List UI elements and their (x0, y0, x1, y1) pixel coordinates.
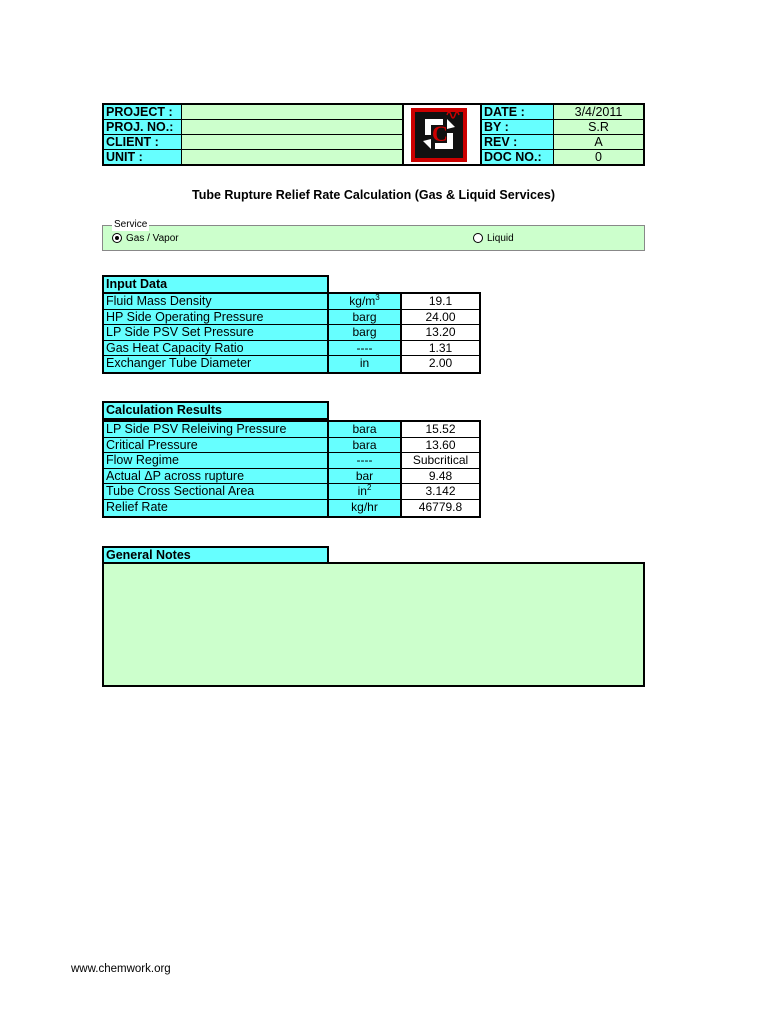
table-row (104, 356, 479, 372)
result-name: Relief Rate (104, 500, 329, 516)
date-label: DATE : (482, 105, 554, 120)
param-unit: barg (329, 310, 402, 326)
result-unit: kg/hr (329, 500, 402, 516)
result-unit: ---- (329, 453, 402, 469)
result-unit: bara (329, 422, 402, 438)
header-block (102, 103, 645, 166)
general-notes-textarea[interactable] (102, 562, 645, 687)
result-value: 3.142 (402, 484, 479, 500)
proj-no-label: PROJ. NO.: (104, 120, 182, 135)
result-name: Tube Cross Sectional Area (104, 484, 329, 500)
client-field[interactable] (182, 135, 404, 150)
calculation-results-heading: Calculation Results (102, 401, 329, 420)
result-unit: bara (329, 438, 402, 454)
table-row (104, 453, 479, 469)
result-value: 46779.8 (402, 500, 479, 516)
result-name: LP Side PSV Releiving Pressure (104, 422, 329, 438)
unit-field[interactable] (182, 150, 404, 164)
table-row (104, 341, 479, 357)
unit-label: UNIT : (104, 150, 182, 164)
param-name: HP Side Operating Pressure (104, 310, 329, 326)
doc-no-label: DOC NO.: (482, 150, 554, 164)
param-unit: barg (329, 325, 402, 341)
service-legend: Service (114, 219, 148, 230)
chemwork-logo-icon (405, 105, 479, 164)
table-row (104, 484, 479, 500)
param-unit: $kg/m^3$ (329, 294, 402, 310)
proj-no-field[interactable] (182, 120, 404, 135)
rev-field[interactable]: A (554, 135, 643, 150)
table-row (104, 325, 479, 341)
result-value: 15.52 (402, 422, 479, 438)
result-value: 9.48 (402, 469, 479, 485)
calculation-results-table (102, 420, 481, 518)
svg-text:C: C (432, 121, 448, 146)
general-notes-heading: General Notes (102, 546, 329, 564)
input-data-heading: Input Data (102, 275, 329, 294)
param-value-input[interactable]: 2.00 (402, 356, 479, 372)
param-value-input[interactable]: 13.20 (402, 325, 479, 341)
param-name: LP Side PSV Set Pressure (104, 325, 329, 341)
param-value-input[interactable]: 1.31 (402, 341, 479, 357)
logo-cell (404, 105, 482, 164)
result-unit: bar (329, 469, 402, 485)
table-row (104, 294, 479, 310)
table-row (104, 500, 479, 516)
result-value: 13.60 (402, 438, 479, 454)
param-name: Exchanger Tube Diameter (104, 356, 329, 372)
param-unit: ---- (329, 341, 402, 357)
by-label: BY : (482, 120, 554, 135)
doc-no-field[interactable]: 0 (554, 150, 643, 164)
result-name: Actual ΔP across rupture (104, 469, 329, 485)
by-field[interactable]: S.R (554, 120, 643, 135)
result-name: Flow Regime (104, 453, 329, 469)
footer-url: www.chemwork.org (71, 963, 171, 975)
page-title: Tube Rupture Relief Rate Calculation (Gas & Liquid Services) (191, 188, 556, 202)
param-unit: in (329, 356, 402, 372)
param-name: Fluid Mass Density (104, 294, 329, 310)
table-row (104, 422, 479, 438)
input-data-table (102, 292, 481, 374)
liquid-label[interactable]: Liquid (487, 233, 514, 244)
liquid-radio[interactable] (473, 233, 483, 243)
table-row (104, 310, 479, 326)
client-label: CLIENT : (104, 135, 182, 150)
table-row (104, 438, 479, 454)
rev-label: REV : (482, 135, 554, 150)
service-group (102, 225, 645, 251)
result-value: Subcritical (402, 453, 479, 469)
project-field[interactable] (182, 105, 404, 120)
param-value-input[interactable]: 24.00 (402, 310, 479, 326)
param-value-input[interactable]: 19.1 (402, 294, 479, 310)
result-unit: $in^2$ (329, 484, 402, 500)
param-name: Gas Heat Capacity Ratio (104, 341, 329, 357)
project-label: PROJECT : (104, 105, 182, 120)
table-row (104, 469, 479, 485)
gas-vapor-label[interactable]: Gas / Vapor (126, 233, 179, 244)
result-name: Critical Pressure (104, 438, 329, 454)
gas-vapor-radio[interactable] (112, 233, 122, 243)
date-field[interactable]: 3/4/2011 (554, 105, 643, 120)
